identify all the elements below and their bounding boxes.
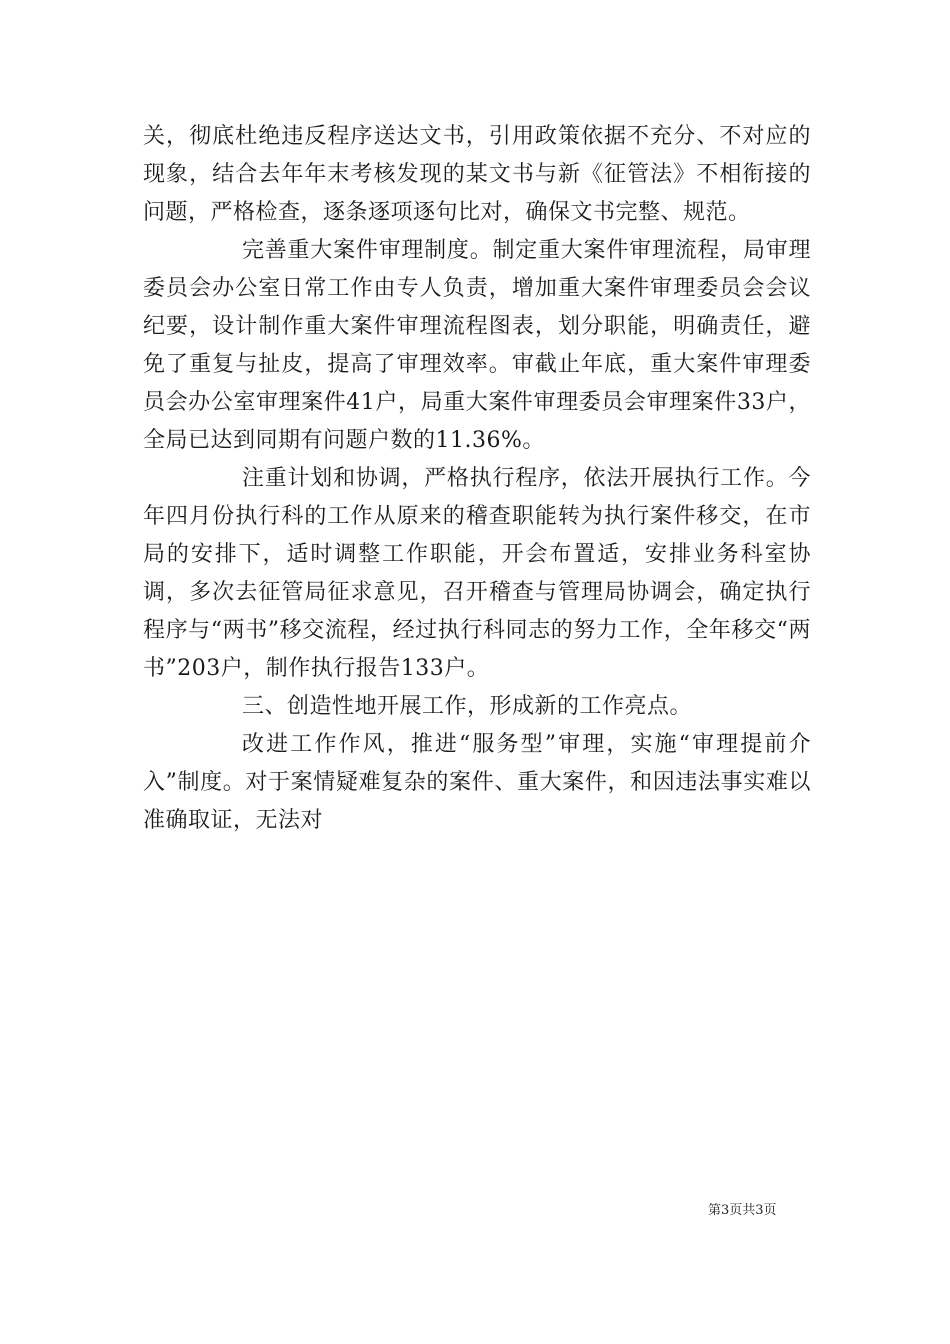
paragraph-2: 完善重大案件审理制度。制定重大案件审理流程，局审理委员会办公室日常工作由专人负责，增加重大案件审理委员会会议纪要，设计制作重大案件审理流程图表，划分职能，明确责任，避免了重复与扯皮，提高了审理效率。审截止年底，重大案件审理委员会办公室审理案件41户，局重大案件审理委员会审理案件33户，全局已达到同期有问题户数的11.36%。 [143,238,811,453]
document-body [143,118,811,840]
paragraph-3: 注重计划和协调，严格执行程序，依法开展执行工作。今年四月份执行科的工作从原来的稽查职能转为执行案件移交，在市局的安排下，适时调整工作职能，开会布置适，安排业务科室协调，多次去征管局征求意见，召开稽查与管理局协调会，确定执行程序与“两书”移交流程，经过执行科同志的努力工作，全年移交“两书”203户，制作执行报告133户。 [143,466,811,681]
paragraph-4: 改进工作作风，推进“服务型”审理，实施“审理提前介入”制度。对于案情疑难复杂的案件、重大案件，和因违法事实难以准确取证，无法对 [143,732,811,833]
page-number-footer: 第3页共3页 [708,1203,777,1218]
paragraph-1: 关，彻底杜绝违反程序送达文书，引用政策依据不充分、不对应的现象，结合去年年末考核发现的某文书与新《征管法》不相衔接的问题，严格检查，逐条逐项逐句比对，确保文书完整、规范。 [143,124,811,225]
section-heading: 三、创造性地开展工作，形成新的工作亮点。 [242,694,693,719]
